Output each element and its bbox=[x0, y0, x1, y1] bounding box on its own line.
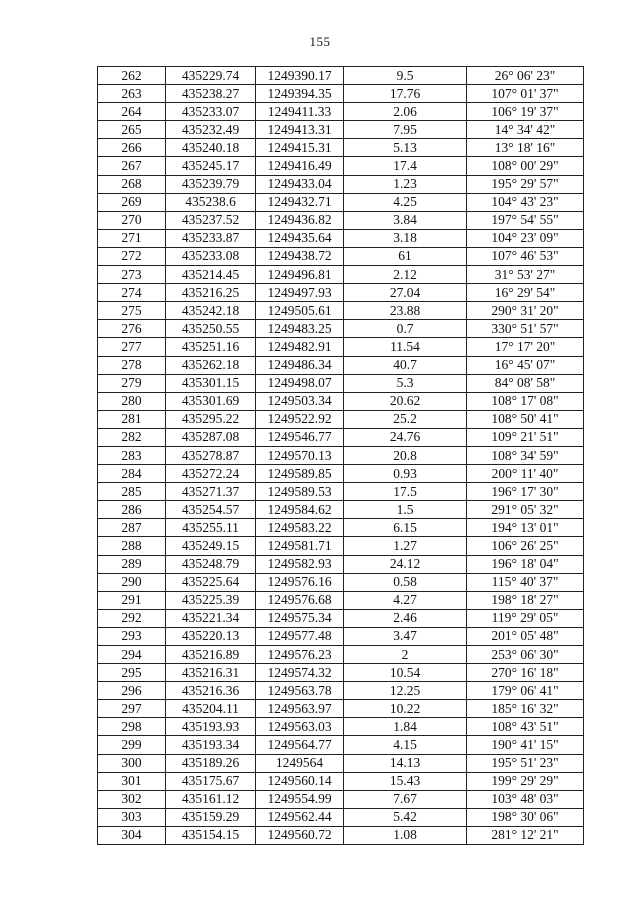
table-row bbox=[98, 356, 584, 374]
y-coordinate-cell: 1249564.77 bbox=[256, 736, 344, 754]
segment-length-cell: 12.25 bbox=[344, 682, 467, 700]
direction-angle-cell: 109° 21' 51" bbox=[467, 428, 584, 446]
x-coordinate-cell: 435301.15 bbox=[166, 374, 256, 392]
segment-length-cell: 17.4 bbox=[344, 157, 467, 175]
x-coordinate-cell: 435216.31 bbox=[166, 664, 256, 682]
direction-angle-cell: 84° 08' 58" bbox=[467, 374, 584, 392]
point-number-cell: 302 bbox=[98, 790, 166, 808]
x-coordinate-cell: 435221.34 bbox=[166, 609, 256, 627]
direction-angle-cell: 196° 18' 04" bbox=[467, 555, 584, 573]
y-coordinate-cell: 1249589.85 bbox=[256, 465, 344, 483]
point-number-cell: 286 bbox=[98, 501, 166, 519]
table-row bbox=[98, 591, 584, 609]
direction-angle-cell: 291° 05' 32" bbox=[467, 501, 584, 519]
table-row bbox=[98, 139, 584, 157]
direction-angle-cell: 198° 30' 06" bbox=[467, 808, 584, 826]
direction-angle-cell: 107° 01' 37" bbox=[467, 85, 584, 103]
direction-angle-cell: 16° 45' 07" bbox=[467, 356, 584, 374]
x-coordinate-cell: 435193.34 bbox=[166, 736, 256, 754]
y-coordinate-cell: 1249483.25 bbox=[256, 320, 344, 338]
table-row bbox=[98, 446, 584, 464]
table-row bbox=[98, 284, 584, 302]
y-coordinate-cell: 1249394.35 bbox=[256, 85, 344, 103]
y-coordinate-cell: 1249546.77 bbox=[256, 428, 344, 446]
x-coordinate-cell: 435161.12 bbox=[166, 790, 256, 808]
direction-angle-cell: 330° 51' 57" bbox=[467, 320, 584, 338]
y-coordinate-cell: 1249432.71 bbox=[256, 193, 344, 211]
segment-length-cell: 0.93 bbox=[344, 465, 467, 483]
table-row bbox=[98, 121, 584, 139]
direction-angle-cell: 119° 29' 05" bbox=[467, 609, 584, 627]
table-row bbox=[98, 555, 584, 573]
table-row bbox=[98, 501, 584, 519]
y-coordinate-cell: 1249576.16 bbox=[256, 573, 344, 591]
direction-angle-cell: 196° 17' 30" bbox=[467, 483, 584, 501]
point-number-cell: 280 bbox=[98, 392, 166, 410]
point-number-cell: 279 bbox=[98, 374, 166, 392]
segment-length-cell: 23.88 bbox=[344, 302, 467, 320]
segment-length-cell: 20.62 bbox=[344, 392, 467, 410]
direction-angle-cell: 185° 16' 32" bbox=[467, 700, 584, 718]
x-coordinate-cell: 435262.18 bbox=[166, 356, 256, 374]
x-coordinate-cell: 435229.74 bbox=[166, 67, 256, 85]
point-number-cell: 299 bbox=[98, 736, 166, 754]
y-coordinate-cell: 1249416.49 bbox=[256, 157, 344, 175]
direction-angle-cell: 31° 53' 27" bbox=[467, 266, 584, 284]
direction-angle-cell: 108° 50' 41" bbox=[467, 410, 584, 428]
segment-length-cell: 2.46 bbox=[344, 609, 467, 627]
point-number-cell: 272 bbox=[98, 247, 166, 265]
direction-angle-cell: 104° 23' 09" bbox=[467, 229, 584, 247]
direction-angle-cell: 13° 18' 16" bbox=[467, 139, 584, 157]
direction-angle-cell: 281° 12' 21" bbox=[467, 826, 584, 844]
segment-length-cell: 10.22 bbox=[344, 700, 467, 718]
x-coordinate-cell: 435245.17 bbox=[166, 157, 256, 175]
table-row bbox=[98, 428, 584, 446]
direction-angle-cell: 179° 06' 41" bbox=[467, 682, 584, 700]
x-coordinate-cell: 435214.45 bbox=[166, 266, 256, 284]
x-coordinate-cell: 435237.52 bbox=[166, 211, 256, 229]
table-row bbox=[98, 826, 584, 844]
y-coordinate-cell: 1249554.99 bbox=[256, 790, 344, 808]
segment-length-cell: 1.84 bbox=[344, 718, 467, 736]
table-row bbox=[98, 85, 584, 103]
direction-angle-cell: 17° 17' 20" bbox=[467, 338, 584, 356]
x-coordinate-cell: 435249.15 bbox=[166, 537, 256, 555]
y-coordinate-cell: 1249435.64 bbox=[256, 229, 344, 247]
table-row bbox=[98, 736, 584, 754]
y-coordinate-cell: 1249522.92 bbox=[256, 410, 344, 428]
table-row bbox=[98, 772, 584, 790]
direction-angle-cell: 104° 43' 23" bbox=[467, 193, 584, 211]
x-coordinate-cell: 435255.11 bbox=[166, 519, 256, 537]
point-number-cell: 290 bbox=[98, 573, 166, 591]
point-number-cell: 285 bbox=[98, 483, 166, 501]
segment-length-cell: 40.7 bbox=[344, 356, 467, 374]
direction-angle-cell: 201° 05' 48" bbox=[467, 627, 584, 645]
point-number-cell: 269 bbox=[98, 193, 166, 211]
table-row bbox=[98, 754, 584, 772]
segment-length-cell: 0.58 bbox=[344, 573, 467, 591]
point-number-cell: 288 bbox=[98, 537, 166, 555]
point-number-cell: 304 bbox=[98, 826, 166, 844]
point-number-cell: 293 bbox=[98, 627, 166, 645]
point-number-cell: 292 bbox=[98, 609, 166, 627]
segment-length-cell: 5.3 bbox=[344, 374, 467, 392]
y-coordinate-cell: 1249436.82 bbox=[256, 211, 344, 229]
y-coordinate-cell: 1249563.78 bbox=[256, 682, 344, 700]
segment-length-cell: 9.5 bbox=[344, 67, 467, 85]
direction-angle-cell: 106° 26' 25" bbox=[467, 537, 584, 555]
direction-angle-cell: 107° 46' 53" bbox=[467, 247, 584, 265]
direction-angle-cell: 108° 00' 29" bbox=[467, 157, 584, 175]
table-row bbox=[98, 700, 584, 718]
segment-length-cell: 24.12 bbox=[344, 555, 467, 573]
segment-length-cell: 3.18 bbox=[344, 229, 467, 247]
y-coordinate-cell: 1249438.72 bbox=[256, 247, 344, 265]
coordinates-table-body bbox=[98, 67, 584, 845]
segment-length-cell: 5.42 bbox=[344, 808, 467, 826]
segment-length-cell: 1.08 bbox=[344, 826, 467, 844]
y-coordinate-cell: 1249584.62 bbox=[256, 501, 344, 519]
y-coordinate-cell: 1249564 bbox=[256, 754, 344, 772]
table-row bbox=[98, 211, 584, 229]
y-coordinate-cell: 1249411.33 bbox=[256, 103, 344, 121]
direction-angle-cell: 108° 43' 51" bbox=[467, 718, 584, 736]
segment-length-cell: 25.2 bbox=[344, 410, 467, 428]
x-coordinate-cell: 435233.08 bbox=[166, 247, 256, 265]
x-coordinate-cell: 435204.11 bbox=[166, 700, 256, 718]
segment-length-cell: 5.13 bbox=[344, 139, 467, 157]
y-coordinate-cell: 1249577.48 bbox=[256, 627, 344, 645]
table-row bbox=[98, 103, 584, 121]
point-number-cell: 297 bbox=[98, 700, 166, 718]
point-number-cell: 277 bbox=[98, 338, 166, 356]
table-row bbox=[98, 627, 584, 645]
x-coordinate-cell: 435250.55 bbox=[166, 320, 256, 338]
point-number-cell: 284 bbox=[98, 465, 166, 483]
table-row bbox=[98, 302, 584, 320]
table-row bbox=[98, 67, 584, 85]
segment-length-cell: 0.7 bbox=[344, 320, 467, 338]
point-number-cell: 278 bbox=[98, 356, 166, 374]
y-coordinate-cell: 1249570.13 bbox=[256, 446, 344, 464]
segment-length-cell: 7.67 bbox=[344, 790, 467, 808]
segment-length-cell: 3.84 bbox=[344, 211, 467, 229]
x-coordinate-cell: 435301.69 bbox=[166, 392, 256, 410]
direction-angle-cell: 195° 29' 57" bbox=[467, 175, 584, 193]
segment-length-cell: 27.04 bbox=[344, 284, 467, 302]
y-coordinate-cell: 1249563.03 bbox=[256, 718, 344, 736]
point-number-cell: 287 bbox=[98, 519, 166, 537]
point-number-cell: 283 bbox=[98, 446, 166, 464]
y-coordinate-cell: 1249576.68 bbox=[256, 591, 344, 609]
table-row bbox=[98, 573, 584, 591]
table-row bbox=[98, 483, 584, 501]
segment-length-cell: 4.15 bbox=[344, 736, 467, 754]
x-coordinate-cell: 435271.37 bbox=[166, 483, 256, 501]
point-number-cell: 303 bbox=[98, 808, 166, 826]
table-row bbox=[98, 157, 584, 175]
direction-angle-cell: 198° 18' 27" bbox=[467, 591, 584, 609]
direction-angle-cell: 115° 40' 37" bbox=[467, 573, 584, 591]
point-number-cell: 281 bbox=[98, 410, 166, 428]
x-coordinate-cell: 435216.25 bbox=[166, 284, 256, 302]
x-coordinate-cell: 435238.27 bbox=[166, 85, 256, 103]
x-coordinate-cell: 435193.93 bbox=[166, 718, 256, 736]
point-number-cell: 273 bbox=[98, 266, 166, 284]
direction-angle-cell: 195° 51' 23" bbox=[467, 754, 584, 772]
direction-angle-cell: 108° 34' 59" bbox=[467, 446, 584, 464]
table-row bbox=[98, 175, 584, 193]
segment-length-cell: 17.5 bbox=[344, 483, 467, 501]
x-coordinate-cell: 435240.18 bbox=[166, 139, 256, 157]
y-coordinate-cell: 1249497.93 bbox=[256, 284, 344, 302]
y-coordinate-cell: 1249413.31 bbox=[256, 121, 344, 139]
table-row bbox=[98, 374, 584, 392]
table-row bbox=[98, 609, 584, 627]
segment-length-cell: 61 bbox=[344, 247, 467, 265]
direction-angle-cell: 190° 41' 15" bbox=[467, 736, 584, 754]
direction-angle-cell: 194° 13' 01" bbox=[467, 519, 584, 537]
x-coordinate-cell: 435278.87 bbox=[166, 446, 256, 464]
segment-length-cell: 1.23 bbox=[344, 175, 467, 193]
direction-angle-cell: 106° 19' 37" bbox=[467, 103, 584, 121]
direction-angle-cell: 290° 31' 20" bbox=[467, 302, 584, 320]
y-coordinate-cell: 1249574.32 bbox=[256, 664, 344, 682]
segment-length-cell: 7.95 bbox=[344, 121, 467, 139]
x-coordinate-cell: 435175.67 bbox=[166, 772, 256, 790]
segment-length-cell: 1.27 bbox=[344, 537, 467, 555]
direction-angle-cell: 270° 16' 18" bbox=[467, 664, 584, 682]
segment-length-cell: 15.43 bbox=[344, 772, 467, 790]
y-coordinate-cell: 1249560.72 bbox=[256, 826, 344, 844]
table-row bbox=[98, 646, 584, 664]
table-row bbox=[98, 718, 584, 736]
point-number-cell: 266 bbox=[98, 139, 166, 157]
direction-angle-cell: 14° 34' 42" bbox=[467, 121, 584, 139]
y-coordinate-cell: 1249505.61 bbox=[256, 302, 344, 320]
y-coordinate-cell: 1249482.91 bbox=[256, 338, 344, 356]
point-number-cell: 268 bbox=[98, 175, 166, 193]
table-row bbox=[98, 247, 584, 265]
point-number-cell: 291 bbox=[98, 591, 166, 609]
x-coordinate-cell: 435216.89 bbox=[166, 646, 256, 664]
y-coordinate-cell: 1249486.34 bbox=[256, 356, 344, 374]
x-coordinate-cell: 435239.79 bbox=[166, 175, 256, 193]
segment-length-cell: 2.06 bbox=[344, 103, 467, 121]
point-number-cell: 276 bbox=[98, 320, 166, 338]
y-coordinate-cell: 1249582.93 bbox=[256, 555, 344, 573]
y-coordinate-cell: 1249562.44 bbox=[256, 808, 344, 826]
x-coordinate-cell: 435216.36 bbox=[166, 682, 256, 700]
y-coordinate-cell: 1249583.22 bbox=[256, 519, 344, 537]
table-row bbox=[98, 808, 584, 826]
table-row bbox=[98, 537, 584, 555]
table-row bbox=[98, 410, 584, 428]
direction-angle-cell: 200° 11' 40" bbox=[467, 465, 584, 483]
page-number: 155 bbox=[309, 34, 331, 49]
table-row bbox=[98, 519, 584, 537]
segment-length-cell: 2.12 bbox=[344, 266, 467, 284]
x-coordinate-cell: 435242.18 bbox=[166, 302, 256, 320]
table-row bbox=[98, 193, 584, 211]
segment-length-cell: 14.13 bbox=[344, 754, 467, 772]
y-coordinate-cell: 1249498.07 bbox=[256, 374, 344, 392]
coordinates-table bbox=[97, 66, 584, 845]
table-row bbox=[98, 320, 584, 338]
table-row bbox=[98, 465, 584, 483]
direction-angle-cell: 253° 06' 30" bbox=[467, 646, 584, 664]
x-coordinate-cell: 435272.24 bbox=[166, 465, 256, 483]
x-coordinate-cell: 435189.26 bbox=[166, 754, 256, 772]
point-number-cell: 264 bbox=[98, 103, 166, 121]
direction-angle-cell: 108° 17' 08" bbox=[467, 392, 584, 410]
table-row bbox=[98, 664, 584, 682]
segment-length-cell: 4.25 bbox=[344, 193, 467, 211]
y-coordinate-cell: 1249415.31 bbox=[256, 139, 344, 157]
table-row bbox=[98, 392, 584, 410]
point-number-cell: 275 bbox=[98, 302, 166, 320]
y-coordinate-cell: 1249496.81 bbox=[256, 266, 344, 284]
point-number-cell: 282 bbox=[98, 428, 166, 446]
point-number-cell: 289 bbox=[98, 555, 166, 573]
point-number-cell: 296 bbox=[98, 682, 166, 700]
y-coordinate-cell: 1249575.34 bbox=[256, 609, 344, 627]
x-coordinate-cell: 435287.08 bbox=[166, 428, 256, 446]
x-coordinate-cell: 435225.39 bbox=[166, 591, 256, 609]
x-coordinate-cell: 435254.57 bbox=[166, 501, 256, 519]
x-coordinate-cell: 435233.07 bbox=[166, 103, 256, 121]
direction-angle-cell: 199° 29' 29" bbox=[467, 772, 584, 790]
segment-length-cell: 4.27 bbox=[344, 591, 467, 609]
x-coordinate-cell: 435295.22 bbox=[166, 410, 256, 428]
point-number-cell: 262 bbox=[98, 67, 166, 85]
direction-angle-cell: 103° 48' 03" bbox=[467, 790, 584, 808]
point-number-cell: 301 bbox=[98, 772, 166, 790]
point-number-cell: 265 bbox=[98, 121, 166, 139]
direction-angle-cell: 16° 29' 54" bbox=[467, 284, 584, 302]
segment-length-cell: 17.76 bbox=[344, 85, 467, 103]
y-coordinate-cell: 1249576.23 bbox=[256, 646, 344, 664]
point-number-cell: 298 bbox=[98, 718, 166, 736]
x-coordinate-cell: 435232.49 bbox=[166, 121, 256, 139]
x-coordinate-cell: 435251.16 bbox=[166, 338, 256, 356]
x-coordinate-cell: 435238.6 bbox=[166, 193, 256, 211]
point-number-cell: 274 bbox=[98, 284, 166, 302]
y-coordinate-cell: 1249589.53 bbox=[256, 483, 344, 501]
point-number-cell: 271 bbox=[98, 229, 166, 247]
y-coordinate-cell: 1249560.14 bbox=[256, 772, 344, 790]
table-row bbox=[98, 338, 584, 356]
table-row bbox=[98, 229, 584, 247]
table-row bbox=[98, 682, 584, 700]
point-number-cell: 270 bbox=[98, 211, 166, 229]
segment-length-cell: 11.54 bbox=[344, 338, 467, 356]
x-coordinate-cell: 435159.29 bbox=[166, 808, 256, 826]
y-coordinate-cell: 1249563.97 bbox=[256, 700, 344, 718]
segment-length-cell: 24.76 bbox=[344, 428, 467, 446]
segment-length-cell: 2 bbox=[344, 646, 467, 664]
y-coordinate-cell: 1249433.04 bbox=[256, 175, 344, 193]
y-coordinate-cell: 1249503.34 bbox=[256, 392, 344, 410]
point-number-cell: 294 bbox=[98, 646, 166, 664]
point-number-cell: 300 bbox=[98, 754, 166, 772]
direction-angle-cell: 26° 06' 23" bbox=[467, 67, 584, 85]
x-coordinate-cell: 435154.15 bbox=[166, 826, 256, 844]
direction-angle-cell: 197° 54' 55" bbox=[467, 211, 584, 229]
table-row bbox=[98, 266, 584, 284]
segment-length-cell: 10.54 bbox=[344, 664, 467, 682]
x-coordinate-cell: 435220.13 bbox=[166, 627, 256, 645]
segment-length-cell: 3.47 bbox=[344, 627, 467, 645]
segment-length-cell: 6.15 bbox=[344, 519, 467, 537]
y-coordinate-cell: 1249390.17 bbox=[256, 67, 344, 85]
x-coordinate-cell: 435248.79 bbox=[166, 555, 256, 573]
y-coordinate-cell: 1249581.71 bbox=[256, 537, 344, 555]
point-number-cell: 263 bbox=[98, 85, 166, 103]
table-row bbox=[98, 790, 584, 808]
x-coordinate-cell: 435225.64 bbox=[166, 573, 256, 591]
segment-length-cell: 1.5 bbox=[344, 501, 467, 519]
point-number-cell: 267 bbox=[98, 157, 166, 175]
segment-length-cell: 20.8 bbox=[344, 446, 467, 464]
point-number-cell: 295 bbox=[98, 664, 166, 682]
x-coordinate-cell: 435233.87 bbox=[166, 229, 256, 247]
